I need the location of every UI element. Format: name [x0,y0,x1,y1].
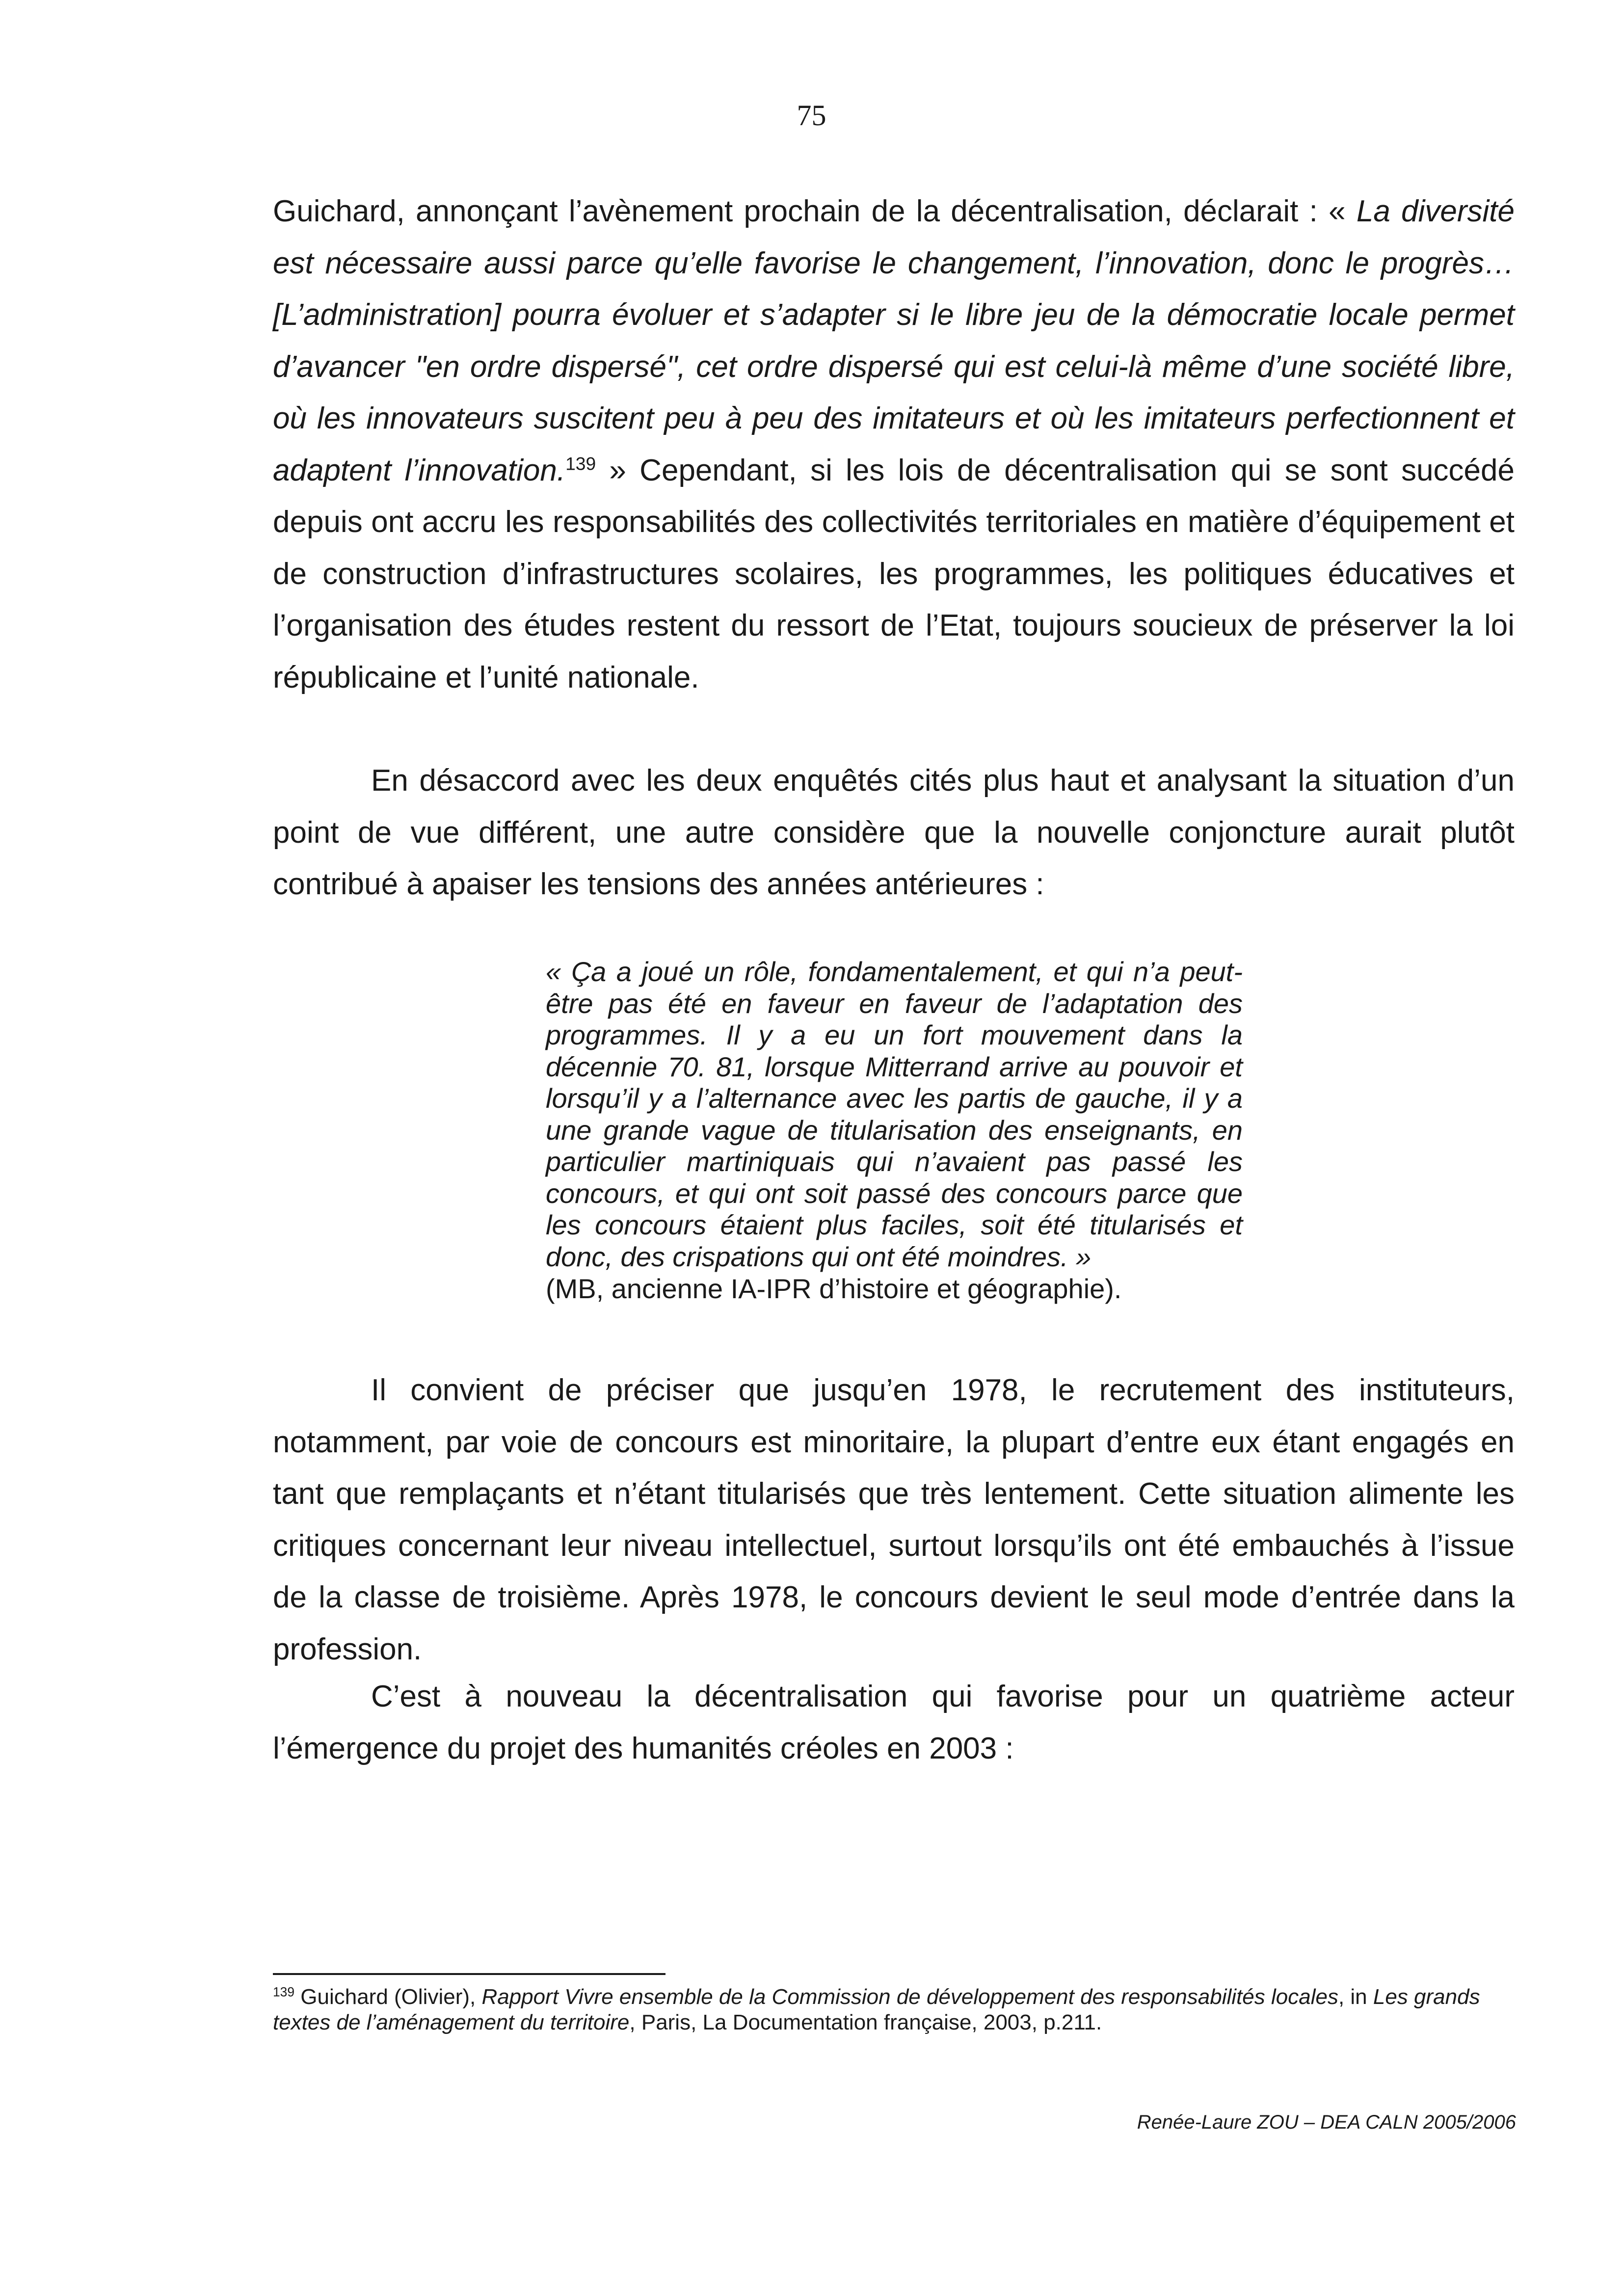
paragraph-intro: Guichard, annonçant l’avènement prochain de la décentralisation, déclarait : « [273,194,1357,228]
footnote-middle: , in [1338,1985,1373,2009]
paragraph-recrutement: Il convient de préciser que jusqu’en 1978, le recrutement des instituteurs, notamment, par voie de concours est minoritaire, la plupart d’entre eux étant engagés en tant que remplaçants et n’étant titularisés que très lentement. Cette situation alimente les critiques concernant leur niveau intellectuel, surtout lorsqu’ils ont été embauchés à l’issue de la classe de troisième. Après 1978, le concours devient le seul mode d’entrée dans la profession. [273,1373,1515,1666]
footnote-author: Guichard (Olivier), [294,1985,482,2009]
quote-attribution: (MB, ancienne IA-IPR d’histoire et géographie). [546,1273,1122,1304]
footnote-number: 139 [273,1984,295,2000]
footnote-title-2: Les grands textes de l’aménagement du territoire [273,1985,1480,2034]
footnote-publication: , Paris, La Documentation française, 2003, p.211. [629,2010,1102,2034]
footnote-title-1: Rapport Vivre ensemble de la Commission de développement des responsabilités locales [481,1985,1338,2009]
interview-quote: « Ça a joué un rôle, fondamentalement, et qui n’a peut-être pas été en faveur en faveur de l’adaptation des programmes. Il y a eu un fort mouvement dans la décennie 70. 81, lorsque Mitterrand arrive au pouvoir et lorsqu’il y a l’alternance avec les partis de gauche, il y a une grande vague de titularisation des enseignants, en particulier martiniquais qui n’avaient pas passé les concours, et qui ont soit passé des concours parce que les concours étaient plus faciles, soit été titularisés et donc, des crispations qui ont été moindres. » [546,956,1243,1272]
footnote-separator [273,1973,665,1975]
page-footer: Renée-Laure ZOU – DEA CALN 2005/2006 [1137,2111,1516,2133]
paragraph-desaccord: En désaccord avec les deux enquêtés cités plus haut et analysant la situation d’un point de vue différent, une autre considère que la nouvelle conjoncture aurait plutôt contribué à apaiser les tensions des années antérieures : [273,764,1515,901]
paragraph-decentralisation: C’est à nouveau la décentralisation qui favorise pour un quatrième acteur l’émergence du projet des humanités créoles en 2003 : [273,1680,1515,1765]
footnote-139 [273,1984,1515,2035]
page-number: 75 [797,99,826,132]
footnote-reference[interactable]: 139 [565,453,596,474]
paragraph-guichard [273,186,1515,703]
paragraph-continuation: » Cependant, si les lois de décentralisation qui se sont succédé depuis ont accru les responsabilités des collectivités territoriales en matière d’équipement et de construction d’infrastructures scolaires, les programmes, les politiques éducatives et l’organisation des études restent du ressort de l’Etat, toujours soucieux de préserver la loi républicaine et l’unité nationale. [273,453,1515,694]
guichard-quote: La diversité est nécessaire aussi parce qu’elle favorise le changement, l’innovation, donc le progrès… [L’administration] pourra évoluer et s’adapter si le libre jeu de la démocratie locale permet d’avancer "en ordre dispersé", cet ordre dispersé qui est celui-là même d’une société libre, où les innovateurs suscitent peu à peu des imitateurs et où les imitateurs perfectionnent et adaptent l’innovation. [273,194,1515,487]
